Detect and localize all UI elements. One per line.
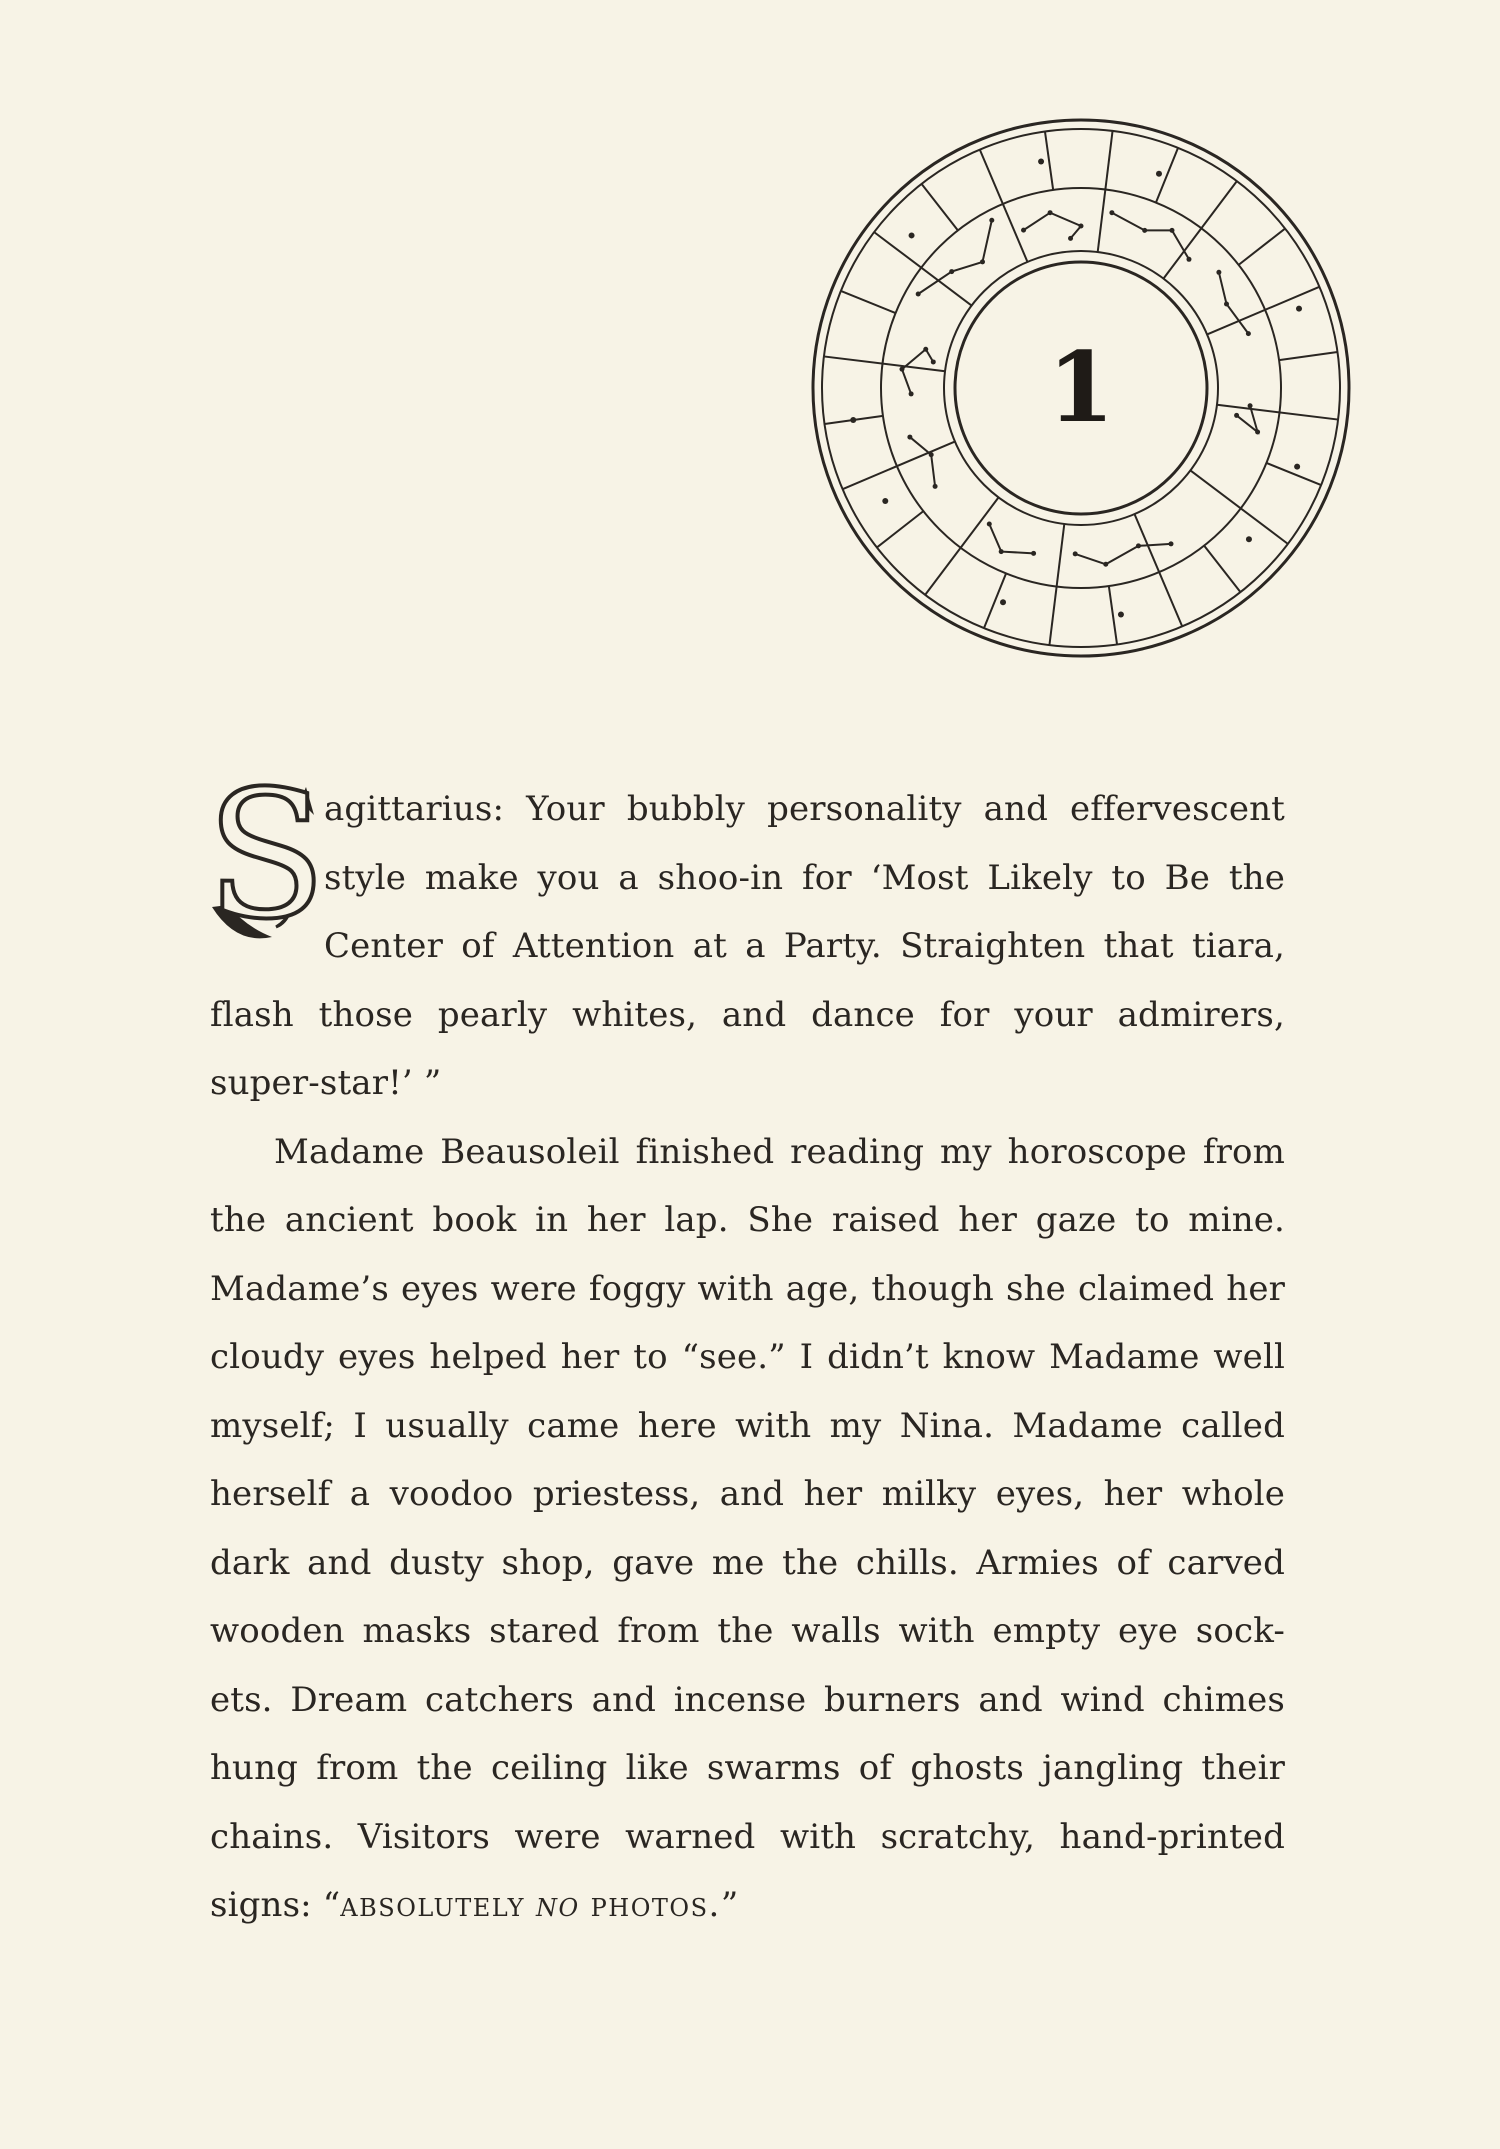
zodiac-wheel-emblem — [808, 115, 1354, 661]
sign-text-word-1: absolutely — [340, 1885, 525, 1925]
sign-close-quote: ” — [720, 1885, 739, 1925]
sign-text-word-3: photos. — [590, 1885, 721, 1925]
paragraph-2 — [210, 1118, 1285, 1940]
chapter-number: 1 — [1047, 331, 1115, 444]
sign-text-word-2: no — [535, 1885, 580, 1925]
drop-cap — [206, 753, 327, 958]
paragraph-2-text: Madame Beausoleil finished reading my horoscope from the ancient book in her lap. She raised her gaze to mine. Madame’s eyes were foggy with age, though she claimed her cloudy eyes helped her to “see.” I didn’t know Madame well myself; I usually came here with my Nina. Madame called herself a voodoo priestess, and her milky eyes, her whole dark and dusty shop, gave me the chills. Armies of carved wooden masks stared from the walls with empty eye sock-ets. Dream catchers and incense burners and wind chimes hung from the ceiling like swarms of ghosts jangling their chains. Visitors were warned with scratchy, hand-printed signs: “ — [210, 1131, 1285, 1925]
chapter-body-text — [206, 753, 1285, 1940]
paragraph-1-text: agittarius: Your bubbly personality and effervescent style make you a shoo-in for ‘Most Likely to Be the Center of Attention at a Party. Straighten that tiara, flash those pearly whites, and dance for your admirers, super-star!’ ” — [210, 789, 1285, 1103]
paragraph-1 — [206, 753, 1285, 1118]
drop-cap-letter: S — [206, 753, 327, 958]
